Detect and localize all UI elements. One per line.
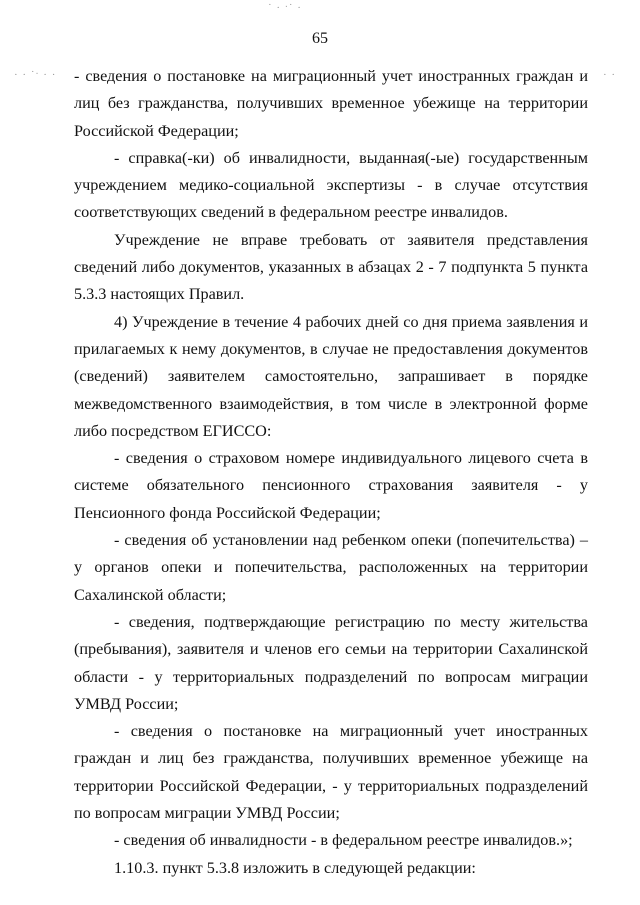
paragraph: Учреждение не вправе требовать от заявителя представления сведений либо документов, указанных в абзацах 2 - 7 подпункта 5 пункта 5.3.3 настоящих Правил.	[74, 230, 588, 304]
page-body	[74, 63, 588, 882]
paragraph: 4) Учреждение в течение 4 рабочих дней со дня приема заявления и прилагаемых к нему документов, в случае не предоставления документов (сведений) заявителем самостоятельно, запрашивает в порядке межведомственного взаимодействия, в том числе в электронной форме либо посредством ЕГИССО:	[74, 312, 588, 440]
paragraph: - сведения о постановке на миграционный учет иностранных граждан и лиц без гражданства, получивших временное убежище на территории Российской Федерации, - у территориальных подразделений по вопросам миграции УМВД России;	[74, 722, 588, 823]
paragraph: - сведения, подтверждающие регистрацию по месту жительства (пребывания), заявителя и членов его семьи на территории Сахалинской области - у территориальных подразделений по вопросам миграции УМВД России;	[74, 612, 588, 713]
paragraph: - сведения о постановке на миграционный учет иностранных граждан и лиц без гражданства, получивших временное убежище на территории Российской Федерации;	[74, 67, 588, 140]
paragraph: - сведения об установлении над ребенком опеки (попечительства) – у органов опеки и попечительства, расположенных на территории Сахалинской области;	[74, 531, 588, 604]
scan-artifact-left: · · ˙ˑ · ·	[14, 69, 57, 81]
paragraph: 1.10.3. пункт 5.3.8 изложить в следующей редакции:	[114, 858, 476, 877]
paragraph: - сведения о страховом номере индивидуального лицевого счета в системе обязательного пенсионного страхования заявителя - у Пенсионного фонда Российской Федерации;	[74, 449, 588, 522]
scan-artifact-top: ˙ · ˑ˙ ·	[268, 2, 302, 14]
page-number: 65	[312, 30, 328, 47]
paragraph: - сведения об инвалидности - в федеральном реестре инвалидов.»;	[114, 831, 573, 850]
paragraph: - справка(-ки) об инвалидности, выданная(-ые) государственным учреждением медико-социальной экспертизы - в случае отсутствия соответствующих сведений в федеральном реестре инвалидов.	[74, 148, 588, 222]
scan-artifact-right: · ·	[603, 69, 617, 81]
